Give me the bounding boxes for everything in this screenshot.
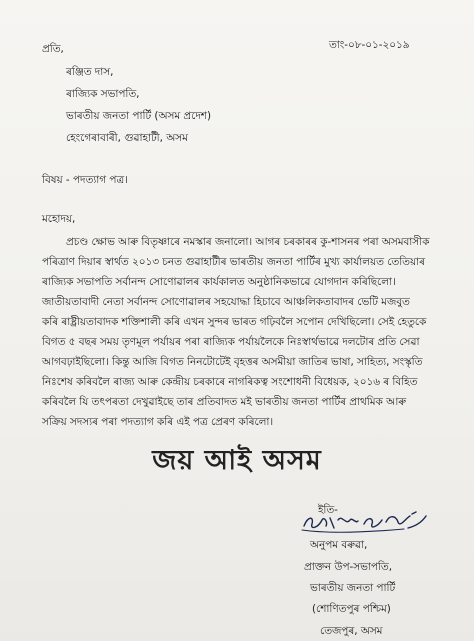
body-line: প্ৰচণ্ড ক্ষোভ আৰু বিতৃষ্ণাৰে নমস্কাৰ জনালো। আগৰ চৰকাৰৰ কু-শাসনৰ পৰা অসমবাসীক bbox=[66, 236, 430, 248]
recipient-designation: ৰাজ্যিক সভাপতি, bbox=[66, 88, 140, 100]
closing: ইতি- bbox=[318, 504, 338, 516]
sender-district: (শোণিতপুৰ পশ্চিম) bbox=[312, 603, 391, 615]
handwritten-signature bbox=[300, 508, 430, 538]
body-line: কৰিবলৈ যি তৎপৰতা দেখুৱাইছে তাৰ প্ৰতিবাদত মই ভাৰতীয় জনতা পাৰ্টিৰ প্ৰাথমিক আৰু bbox=[42, 396, 407, 408]
sender-name: অনুপম বৰুৱা, bbox=[310, 539, 368, 551]
subject-line: বিষয় - পদত্যাগ পত্ৰ। bbox=[42, 174, 128, 186]
to-label: প্ৰতি, bbox=[42, 43, 64, 55]
recipient-address: হেংগেৰাবাৰী, গুৱাহাটী, অসম bbox=[66, 132, 188, 144]
sender-designation: প্ৰাক্তন উপ-সভাপতি, bbox=[304, 561, 393, 573]
recipient-party: ভাৰতীয় জনতা পাৰ্টি (অসম প্ৰদেশ) bbox=[66, 110, 211, 122]
slogan-heading: জয় আই অসম bbox=[152, 445, 322, 476]
body-line: জাতীয়তাবাদী নেতা সৰ্বানন্দ সোণোৱালৰ সহযোদ্ধা হিচাবে আঞ্চলিকতাবাদৰ ভেটি মজবুত bbox=[42, 296, 410, 308]
salutation: মহোদয়, bbox=[42, 213, 76, 225]
letter-date: তাং-০৮-০১-২০১৯ bbox=[329, 39, 410, 51]
body-line: ৰাজ্যিক সভাপতি সৰ্বানন্দ সোণোৱালৰ কাৰ্যকালত অনুষ্ঠানিকভাৱে যোগদান কৰিছিলো। bbox=[42, 276, 396, 288]
body-line: বিগত ৫ বছৰ সময় তৃণমূল পৰ্যায়ৰ পৰা ৰাজ্যিক পৰ্যায়লৈকে নিঃস্বাৰ্থভাৱে দলটোৰ প্ৰতি সেৱা bbox=[42, 336, 420, 348]
body-line: নিঃশেষ কৰিবলৈ ৰাজ্য আৰু কেন্দ্ৰীয় চৰকাৰে নাগৰিকত্ব সংশোধনী বিধেয়ক, ২০১৬ ৰ বিহিত bbox=[42, 376, 418, 388]
sender-party: ভাৰতীয় জনতা পাৰ্টি bbox=[310, 582, 396, 594]
sender-location: তেজপুৰ, অসম bbox=[320, 625, 383, 637]
recipient-name: ৰঞ্জিত দাস, bbox=[66, 66, 114, 78]
body-line: আগবঢ়াইছিলো। কিন্তু আজি বিগত নিনটোটেই বৃহত্তৰ অসমীয়া জাতিৰ ভাষা, সাহিত্য, সংস্কৃতি bbox=[42, 356, 423, 368]
body-line: পৰিত্ৰাণ দিয়াৰ স্বাৰ্থত ২০১৩ চনত গুৱাহাটীৰ ভাৰতীয় জনতা পাৰ্টিৰ মুখ্য কাৰ্যালয়ত তেতিয়াৰ bbox=[42, 256, 425, 268]
body-line: কৰি ৰাষ্ট্ৰীয়তাবাদক শক্তিশালী কৰি এখন সুন্দৰ ভাৰত গঢ়িবলৈ সপোন দেখিছিলো। সেই হেতুকে bbox=[42, 316, 427, 328]
body-line: সক্ৰিয় সদস্যৰ পৰা পদত্যাগ কৰি এই পত্ৰ প্ৰেৰণ কৰিলো। bbox=[42, 416, 274, 428]
